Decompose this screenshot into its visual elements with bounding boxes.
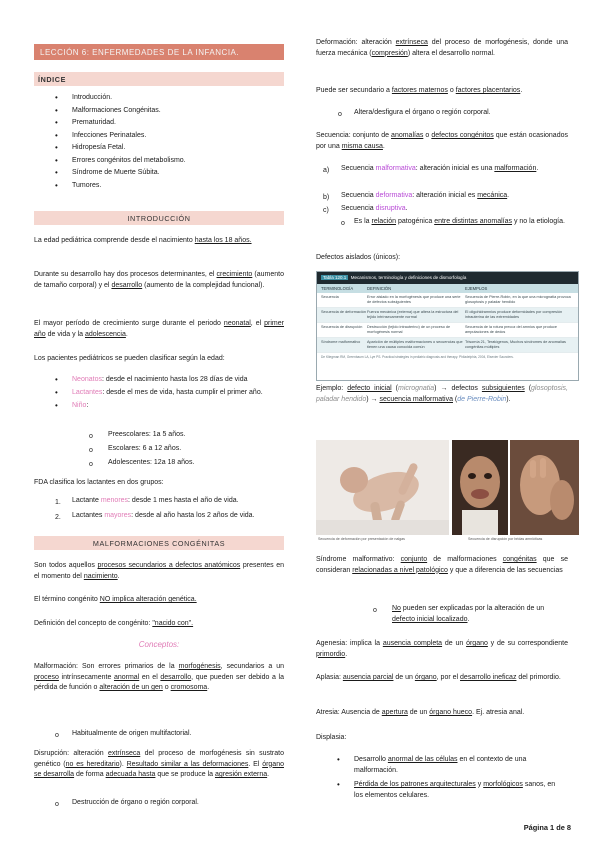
list-letter: c) [323, 207, 329, 214]
fda-paragraph: FDA clasifica los lactantes en dos grupos: [34, 479, 164, 486]
sequence-disruptive-note: Es la relación patogénica entre distintas anomalías y no la etiología. [354, 218, 565, 225]
hands-photo-svg [510, 440, 579, 535]
age-sub-item: Escolares: 6 a 12 años. [108, 445, 182, 452]
table-col-header: DEFINICIÓN [367, 286, 392, 291]
photo-caption-right: Secuencia de disrupción por bridas amnióticas [468, 537, 543, 541]
table-cell: Trisomía 21, Teratógenos, Muchos síndromes de anomalías congénitas múltiples [465, 340, 566, 349]
amniotic-band-photo-1 [452, 440, 508, 535]
dysmorphology-table [316, 271, 579, 381]
index-heading: ÍNDICE [34, 72, 284, 86]
sub-bullet: o [89, 461, 93, 468]
table-cell: Secuencia de disrupción [321, 325, 363, 329]
table-cell: Secuencia [321, 295, 339, 299]
table-cell: El oligohidramnios produce deformidades por compresión intrauterina de las extremidades [465, 310, 563, 319]
example-paragraph: Ejemplo: defecto inicial (micrognatia) → defectos subsiguientes (glosoptosis, paladar hendido) → secuencia malformativa (de Pierre-Robin). [316, 385, 568, 403]
table-column-headers [317, 284, 578, 293]
table-cell: Secuencia de Pierre-Robin, en la que una micrognatia provoca glosoptosis y paladar hendido [465, 295, 571, 304]
index-item: • Síndrome de Muerte Súbita. [72, 167, 272, 180]
sub-bullet: o [373, 607, 377, 614]
index-item: • Tumores. [72, 180, 272, 193]
index-item: • Prematuridad. [72, 117, 272, 130]
fda-item-2: Lactantes mayores: desde al año hasta los 2 años de vida. [72, 512, 255, 519]
sub-bullet: o [55, 732, 59, 739]
intro-paragraph-2: Durante su desarrollo hay dos procesos determinantes, el crecimiento (aumento de tamaño corporal) y el desarrollo (aumento de la complejidad funcional). [34, 271, 284, 289]
index-list [72, 92, 272, 192]
photo-caption-left: Secuencia de deformación por presentación de nalgas [318, 537, 405, 541]
age-item-neonatos: • Neonatos: desde el nacimiento hasta los 28 días de vida [72, 374, 280, 387]
maternal-factors: Puede ser secundario a factores maternos o factores placentarios. [316, 87, 523, 94]
malf-paragraph-3: Definición del concepto de congénito: "nacido con". [34, 620, 194, 627]
list-letter: a) [323, 167, 330, 174]
table-col-header: EJEMPLOS [465, 286, 488, 291]
amniotic-band-photo-2 [510, 440, 579, 535]
malf-paragraph-1: Son todos aquellos procesos secundarios a defectos anatómicos presentes en el momento del nacimiento. [34, 562, 284, 580]
sub-bullet: o [338, 111, 342, 118]
disruption-definition: Disrupción: alteración extrínseca del proceso de morfogénesis sin sustrato genético (no es hereditario). Resultado similar a las deformaciones. El órgano se desarrolla de forma adecuada hasta que se produce la agresión externa. [34, 750, 284, 779]
sub-bullet: o [341, 220, 345, 227]
table-row [317, 338, 578, 353]
table-cell: Secuencia de la rotura precoz del amnios que produce amputaciones de dedos [465, 325, 558, 334]
child-face-photo-svg [452, 440, 508, 535]
list-letter: b) [323, 194, 330, 201]
table-row [317, 308, 578, 323]
table-header: Tabla 120.1 Mecanismos, terminología y definiciones de dismorfología [317, 272, 578, 284]
table-cell: Fuerza mecánica (externa) que altera la estructura del tejido intrínsecamente normal [367, 310, 459, 319]
deformation-definition: Deformación: alteración extrínseca del proceso de morfogénesis, donde una fuerza mecánica (compresión) altera el desarrollo normal. [316, 39, 568, 57]
table-row [317, 323, 578, 338]
index-item: • Hidropesía Fetal. [72, 142, 272, 155]
page-number: Página 1 de 8 [523, 823, 571, 832]
dysplasia-list [354, 754, 566, 801]
disruption-note: Destrucción de órgano o región corporal. [72, 799, 199, 806]
fda-item-1: Lactante menores: desde 1 mes hasta el año de vida. [72, 497, 239, 504]
table-row [317, 293, 578, 308]
age-sub-item: Preescolares: 1a 5 años. [108, 431, 186, 438]
list-number: 2. [55, 514, 61, 521]
lesson-title: LECCIÓN 6: ENFERMEDADES DE LA INFANCIA. [34, 44, 284, 60]
aplasia-definition: Aplasia: ausencia parcial de un órgano, por el desarrollo ineficaz del primordio. [316, 674, 561, 681]
sub-bullet: o [89, 447, 93, 454]
table-cell: Aparición de múltiples malformaciones o secuencias que tienen una causa conocida común [367, 340, 463, 349]
sub-bullet: o [55, 801, 59, 808]
intro-paragraph-1: La edad pediátrica comprende desde el nacimiento hasta los 18 años. [34, 237, 252, 244]
malformative-syndrome-note: No pueden ser explicadas por la alteración de un defecto inicial localizado. [392, 605, 545, 623]
intro-paragraph-3: El mayor período de crecimiento surge durante el periodo neonatal, el primer año de vida y la adolescencia. [34, 320, 284, 338]
table-cell: Síndrome malformativo [321, 340, 361, 344]
isolated-defects-label: Defectos aislados (únicos): [316, 254, 401, 261]
breech-deformation-photo [316, 440, 449, 535]
malf-paragraph-2: El término congénito NO implica alteración genética. [34, 596, 197, 603]
malformation-definition: Malformación: Son errores primarios de la morfogénesis, secundarios a un proceso intrínsecamente anormal en el desarrollo, que pueden ser debido a la pérdida de función o alteración de un gen o cromosoma. [34, 663, 285, 692]
list-number: 1. [55, 499, 61, 506]
index-item: • Introducción. [72, 92, 272, 105]
agenesis-definition: Agenesia: implica la ausencia completa de un órgano y de su correspondiente primordio. [316, 640, 568, 658]
table-cell: Destrucción (tejido intrauterino) de un proceso de morfogénesis normal [367, 325, 451, 334]
table-col-header: TERMINOLOGÍA [321, 286, 354, 291]
concepts-subheading: Conceptos: [138, 640, 180, 649]
age-item-lactantes: • Lactantes: desde el mes de vida, hasta cumplir el primer año. [72, 387, 280, 398]
deformation-note: Altera/desfigura el órgano o región corporal. [354, 109, 491, 116]
intro-heading: INTRODUCCIÓN [34, 211, 284, 225]
malformative-syndrome-definition: Síndrome malformativo: conjunto de malformaciones congénitas que se consideran relacionadas a nivel patológico y que a diferencia de las secuencias [316, 556, 568, 574]
infant-photo-svg [316, 440, 449, 535]
sub-bullet: o [89, 433, 93, 440]
sequence-definition: Secuencia: conjunto de anomalías o defectos congénitos que están ocasionados por una misma causa. [316, 132, 568, 150]
age-sub-item: Adolescentes: 12a 18 años. [108, 459, 195, 466]
dysplasia-label: Displasia: [316, 734, 347, 741]
index-item: • Infecciones Perinatales. [72, 130, 272, 143]
table-footer: De Kliegman RM, Greenbaum LA, Lye PS. Practical strategies in pediatric diagnosis and therapy. Philadelphia, 2004, Elsevier Saunders. [321, 355, 514, 359]
sequence-deformative: Secuencia deformativa: alteración inicial es mecánica. [341, 192, 510, 199]
sequence-malformative: Secuencia malformativa: alteración inicial es una malformación. [341, 165, 539, 172]
age-list [72, 374, 280, 412]
atresia-definition: Atresia: Ausencia de apertura de un órgano hueco. Ej. atresia anal. [316, 709, 525, 716]
dysplasia-item: • Desarrollo anormal de las células en el contexto de una malformación. [354, 754, 566, 776]
table-cell: Error aislado en la morfogénesis que produce una serie de defectos subsiguientes [367, 295, 461, 304]
age-item-nino: • Niño: [72, 400, 280, 413]
malformations-heading: MALFORMACIONES CONGÉNITAS [34, 536, 284, 550]
dysplasia-item: • Pérdida de los patrones arquitecturales y morfológicos sanos, en los elementos celulares. [354, 779, 566, 801]
index-item: • Malformaciones Congénitas. [72, 105, 272, 118]
index-item: • Errores congénitos del metabolismo. [72, 155, 272, 168]
table-cell: Secuencia de deformación [321, 310, 366, 314]
malformation-note: Habitualmente de origen multifactorial. [72, 730, 192, 737]
sequence-disruptive: Secuencia disruptiva. [341, 205, 408, 212]
intro-paragraph-4: Los pacientes pediátricos se pueden clasificar según la edad: [34, 355, 225, 362]
